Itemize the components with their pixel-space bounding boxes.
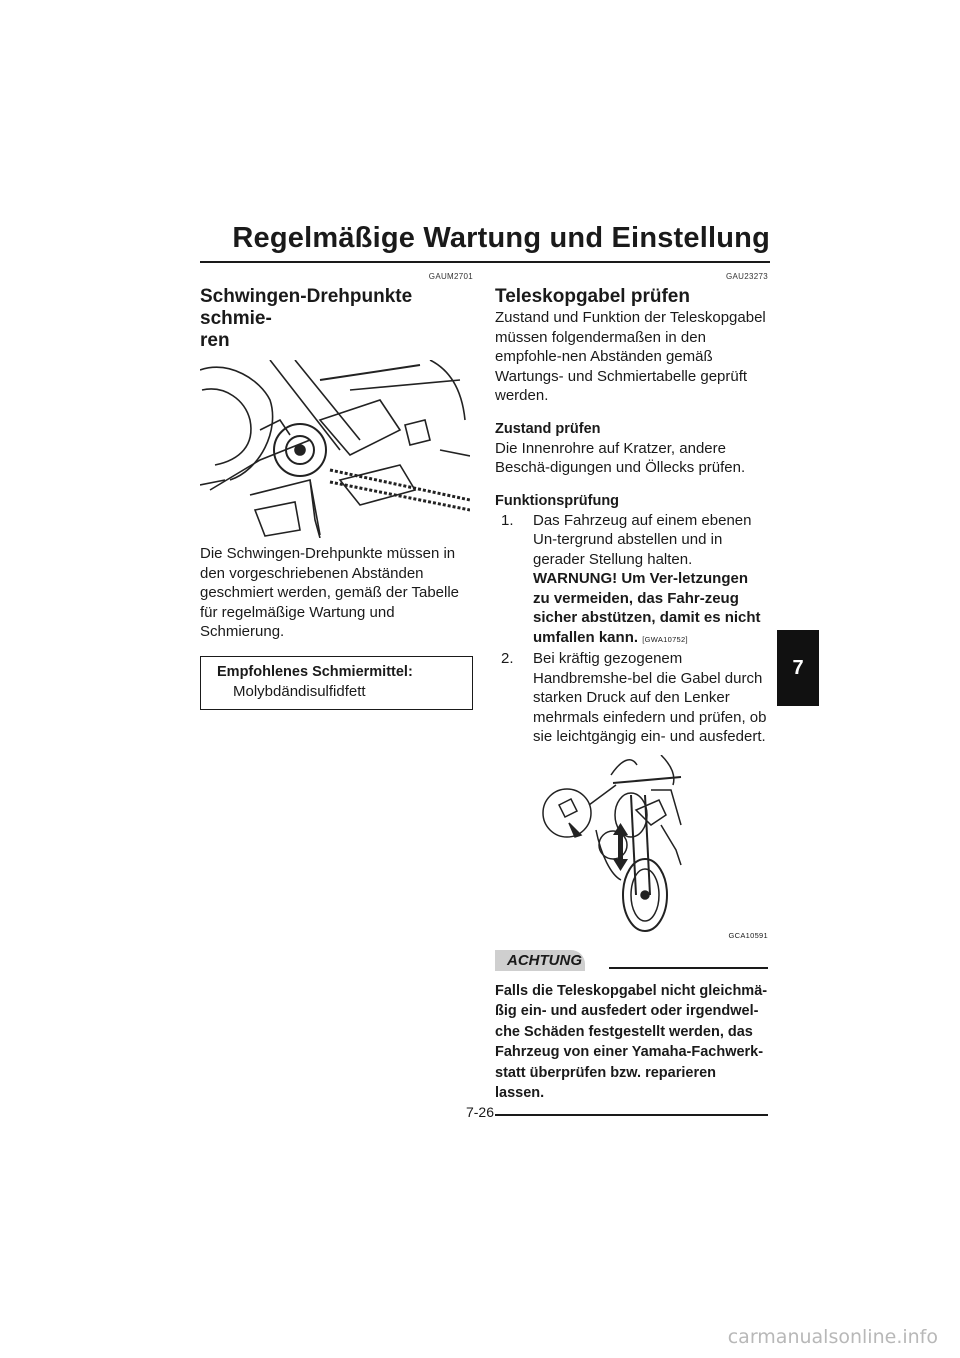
section-code: GAU23273 [726, 272, 768, 281]
chapter-tab: 7 [777, 630, 819, 706]
heading-line-1: Schwingen-Drehpunkte schmie- [200, 286, 413, 329]
step-text: Das Fahrzeug auf einem ebenen Un-tergrund abstellen und in gerader Stellung halten. [533, 511, 752, 568]
page-title: Regelmäßige Wartung und Einstellung [232, 222, 770, 254]
fork-check-illustration [541, 755, 768, 935]
condition-body: Die Innenrohre auf Kratzer, andere Beschä-digungen und Öllecks prüfen. [495, 439, 746, 476]
achtung-rule-top [609, 967, 768, 969]
list-item [495, 649, 768, 747]
step-number: 2. [501, 650, 514, 667]
step-number: 1. [501, 511, 514, 529]
swingarm-body: Die Schwingen-Drehpunkte müssen in den vorgeschriebenen Abständen geschmiert werden, gemäß der Tabelle für regelmäßige Wartung und Schmierung. [200, 545, 460, 640]
section-heading-fork: Teleskopgabel prüfen [495, 286, 690, 307]
right-column [495, 272, 768, 1116]
page-number: 7-26 [465, 1104, 495, 1120]
step-warning-code: [GWA10752] [642, 634, 688, 644]
watermark: carmanualsonline.info [727, 1326, 938, 1348]
swingarm-pivot-illustration [200, 360, 473, 538]
section-heading-swingarm [200, 286, 473, 352]
achtung-text: Falls die Teleskopgabel nicht gleichmä-ßig ein- und ausfedert oder irgendwel-che Schäden festgestellt werden, das Fahrzeug von einer Yamaha-Fachwerk-statt überprüfen bzw. reparieren lassen. [495, 982, 768, 1101]
subheading-condition: Zustand prüfen [495, 420, 601, 437]
figure-code: GCA10591 [728, 930, 768, 940]
lubricant-box [200, 656, 473, 710]
step-text: Bei kräftig gezogenem Handbremshe-bel die Gabel durch starken Druck auf den Lenker mehrmals einfedern und prüfen, ob sie leichtgängig ein- und ausfedert. [533, 650, 767, 745]
subheading-function: Funktionsprüfung [495, 492, 620, 509]
left-column [200, 272, 473, 710]
fork-illustration-svg [541, 755, 721, 935]
achtung-label: ACHTUNG [495, 950, 585, 971]
lubricant-label: Empfohlenes Schmiermittel: [217, 663, 413, 680]
list-item [495, 511, 768, 650]
fork-intro: Zustand und Funktion der Teleskopgabel müssen folgendermaßen in den empfohle-nen Abständen gemäß Wartungs- und Schmiertabelle geprüft werden. [495, 309, 766, 404]
swingarm-illustration-svg [200, 360, 470, 538]
function-steps [495, 511, 768, 747]
heading-line-2: ren [200, 330, 230, 351]
step-warning: WARNUNG! Um Ver-letzungen zu vermeiden, das Fahr-zeug sicher abstützen, damit es nicht umfallen kann. [533, 570, 761, 646]
achtung-header [495, 950, 768, 971]
lubricant-value: Molybdändisulfidfett [233, 682, 366, 700]
title-rule [200, 261, 770, 263]
section-code: GAUM2701 [428, 272, 473, 281]
